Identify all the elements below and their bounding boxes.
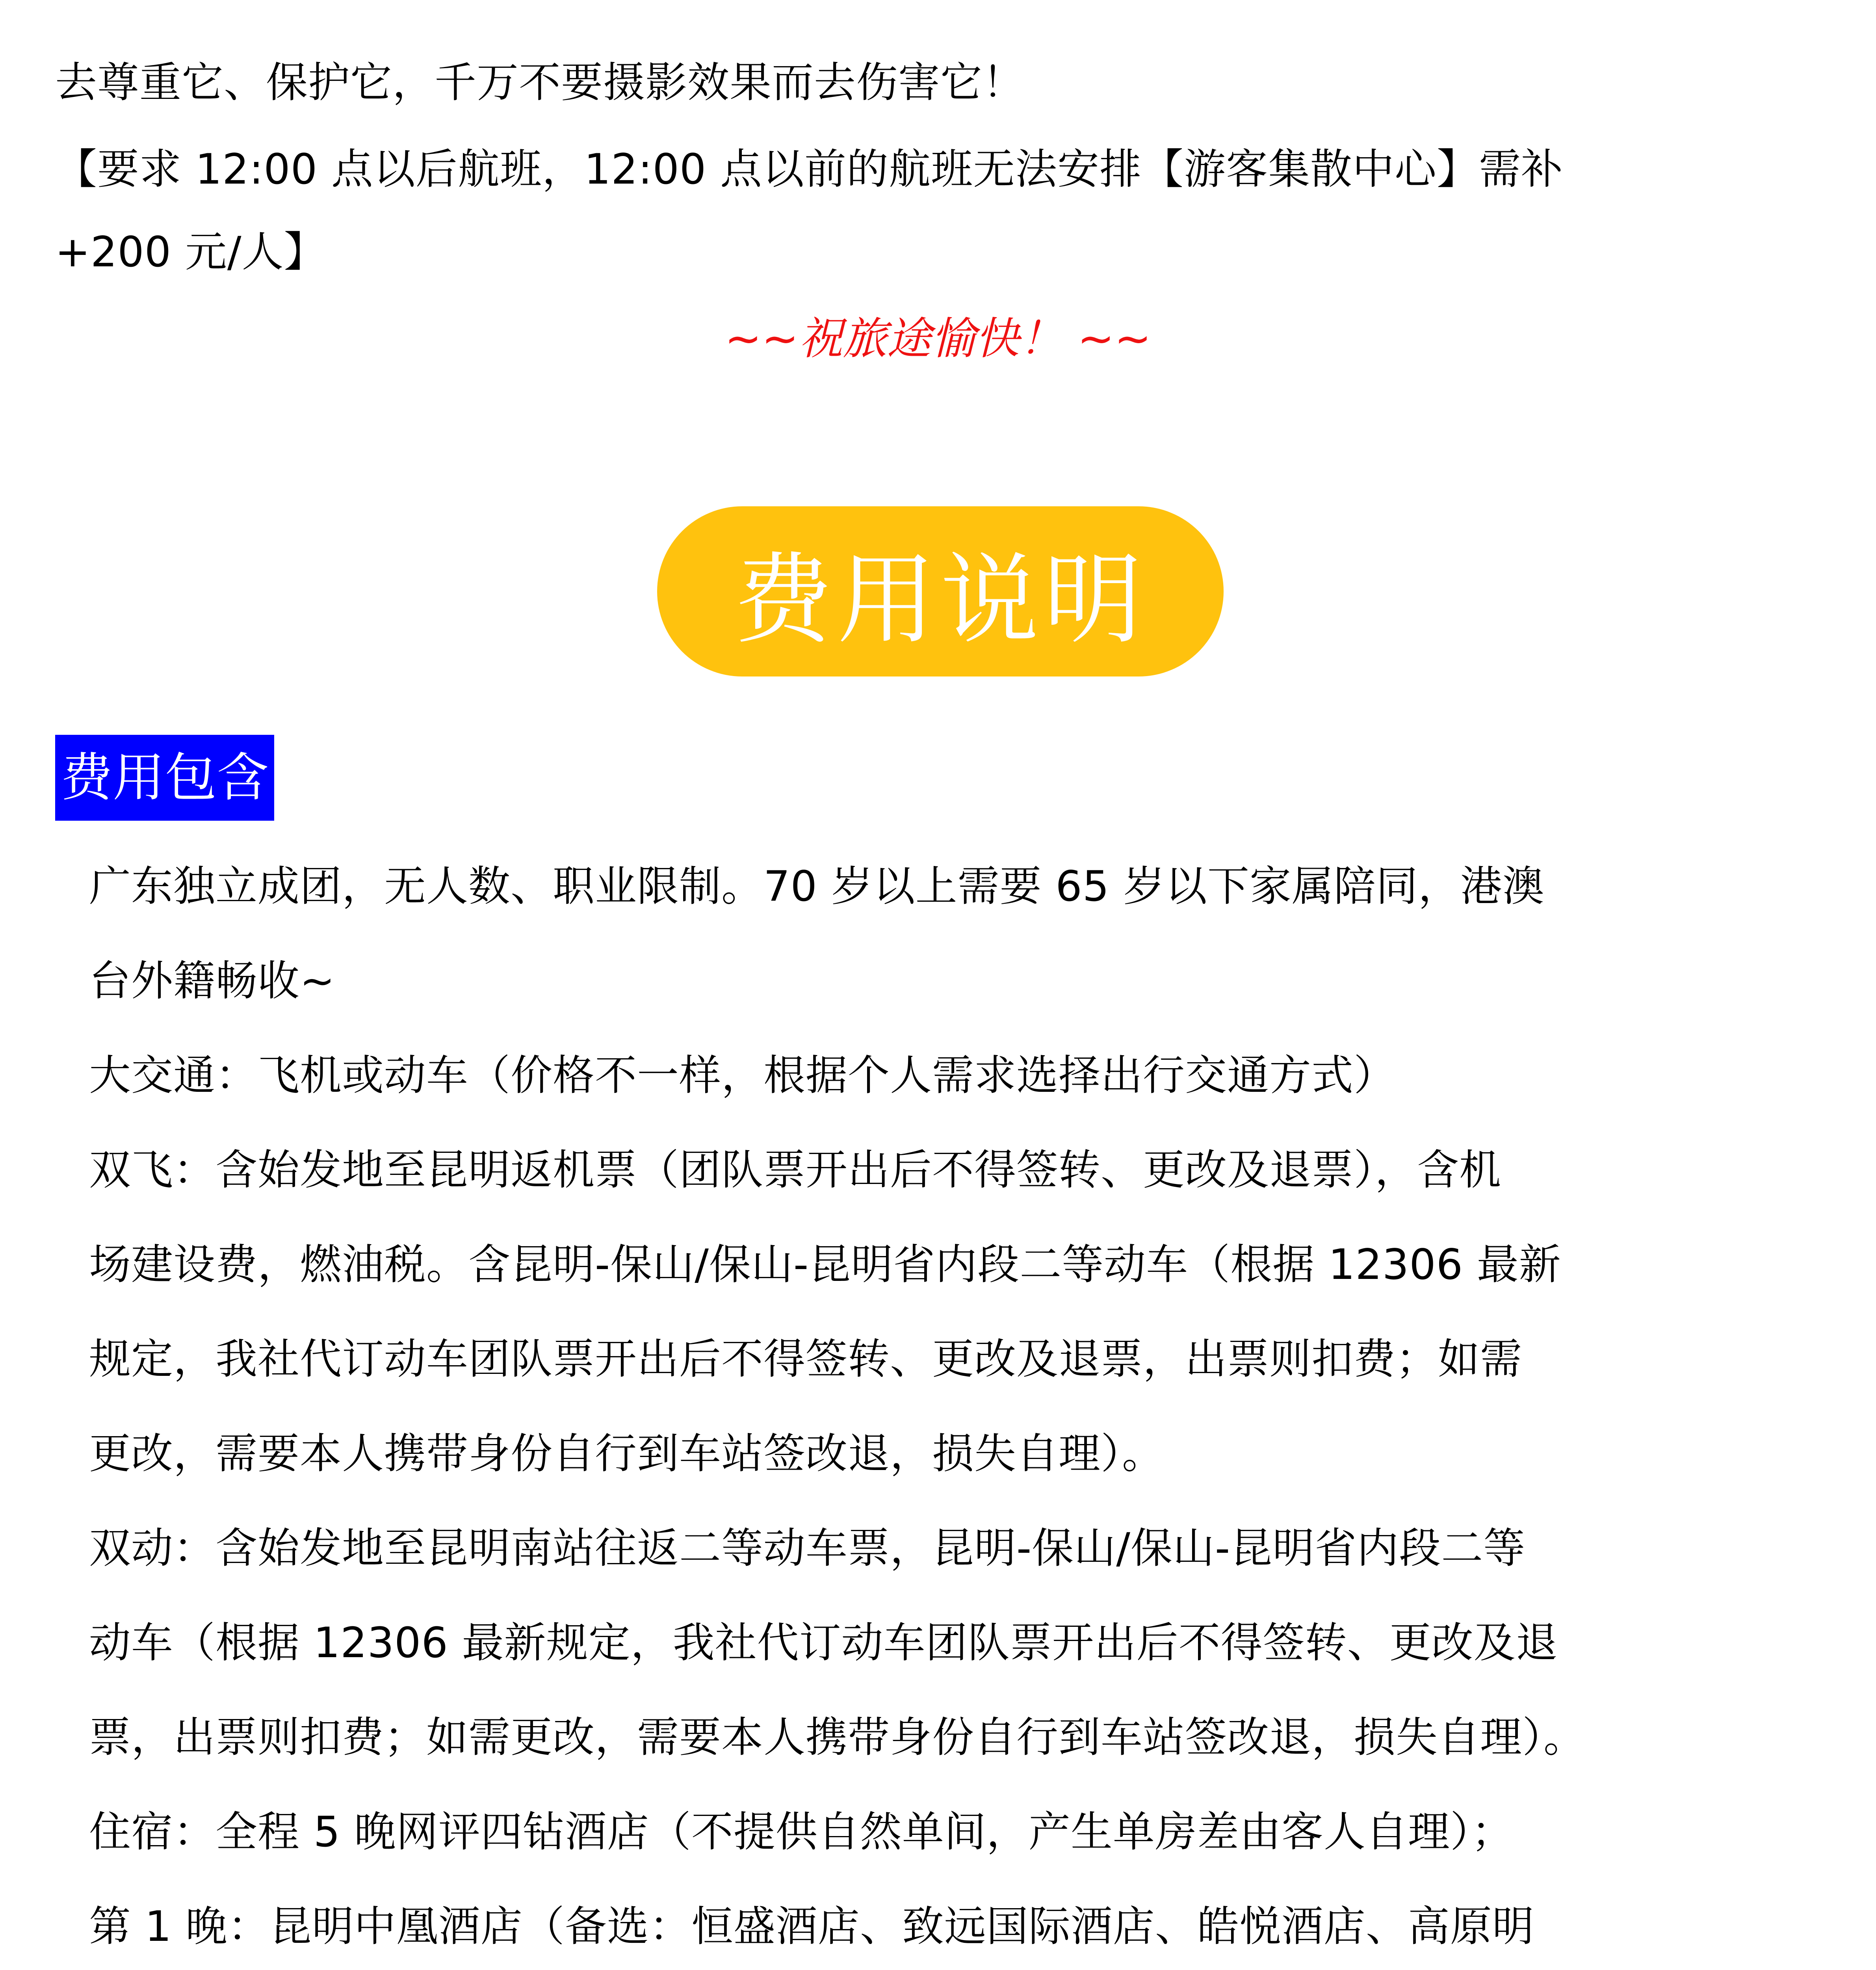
body-line-2: 台外籍畅收~ bbox=[89, 957, 335, 1005]
fee-included-label: 费用包含 bbox=[55, 735, 274, 821]
fee-title-banner bbox=[657, 506, 1224, 676]
intro-line-1: 去尊重它、保护它，千万不要摄影效果而去伤害它！ bbox=[55, 58, 1025, 107]
body-line-6: 规定，我社代订动车团队票开出后不得签转、更改及退票，出票则扣费；如需 bbox=[89, 1335, 1522, 1383]
body-line-7: 更改，需要本人携带身份自行到车站签改退，损失自理）。 bbox=[89, 1429, 1164, 1478]
body-line-11: 住宿：全程 5 晚网评四钻酒店（不提供自然单间，产生单房差由客人自理）； bbox=[89, 1808, 1514, 1856]
body-line-10: 票，出票则扣费；如需更改，需要本人携带身份自行到车站签改退，损失自理）。 bbox=[89, 1713, 1586, 1762]
travel-greeting: ~~祝旅途愉快！ ~~ bbox=[724, 313, 1152, 364]
intro-line-2: 【要求 12:00 点以后航班，12:00 点以前的航班无法安排【游客集散中心】需补 bbox=[55, 145, 1564, 193]
body-line-4: 双飞：含始发地至昆明返机票（团队票开出后不得签转、更改及退票），含机 bbox=[89, 1146, 1501, 1194]
intro-line-3: +200 元/人】 bbox=[55, 228, 326, 276]
fee-title-text: 费用说明 bbox=[734, 543, 1147, 657]
body-line-8: 双动：含始发地至昆明南站往返二等动车票，昆明-保山/保山-昆明省内段二等 bbox=[89, 1524, 1526, 1572]
body-line-1: 广东独立成团，无人数、职业限制。70 岁以上需要 65 岁以下家属陪同，港澳 bbox=[89, 862, 1545, 911]
body-line-12: 第 1 晚：昆明中凰酒店（备选：恒盛酒店、致远国际酒店、皓悦酒店、高原明 bbox=[89, 1902, 1534, 1951]
body-line-9: 动车（根据 12306 最新规定，我社代订动车团队票开出后不得签转、更改及退 bbox=[89, 1619, 1558, 1667]
body-line-5: 场建设费，燃油税。含昆明-保山/保山-昆明省内段二等动车（根据 12306 最新 bbox=[89, 1240, 1561, 1289]
body-line-3: 大交通：飞机或动车（价格不一样，根据个人需求选择出行交通方式） bbox=[89, 1051, 1396, 1100]
